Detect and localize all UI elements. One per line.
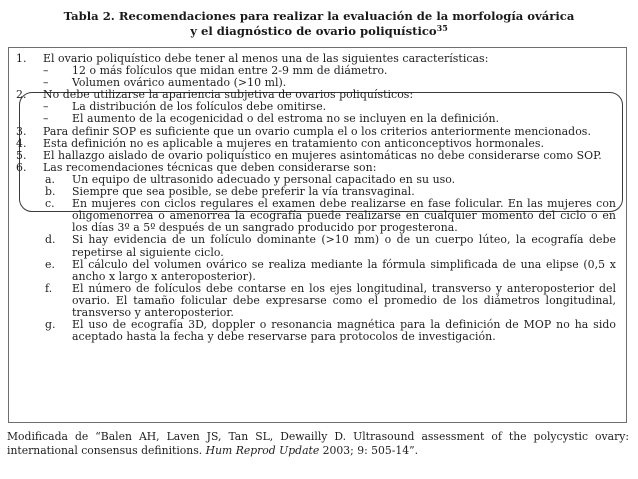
- item-number: 5.: [16, 148, 27, 162]
- item-text: El hallazgo aislado de ovario poliquístico en mujeres asintomáticas no debe considerarse como SOP.: [43, 148, 602, 162]
- lettered-item: [16, 319, 616, 343]
- lettered-item: [16, 283, 616, 319]
- item-number: 6.: [16, 160, 27, 174]
- lettered-item-text: En mujeres con ciclos regulares el examen debe realizarse en fase folicular. En las mujeres con oligomenorrea o amenorrea la ecografía puede realizarse en cualquier momento del ciclo o en los días 3º a 5º después de un sangrado producido por progesterona.: [72, 197, 616, 235]
- item-number: 4.: [16, 136, 27, 150]
- item-text: Para definir SOP es suficiente que un ovario cumpla el o los criterios anteriormente mencionados.: [43, 124, 591, 138]
- bullet-text: Volumen ovárico aumentado (>10 ml).: [72, 76, 287, 90]
- recommendations-list: [16, 53, 616, 343]
- item-letter: e.: [45, 257, 56, 271]
- item-text: Las recomendaciones técnicas que deben considerarse son:: [43, 160, 377, 174]
- lettered-item-text: El número de folículos debe contarse en los ejes longitudinal, transverso y anteroposterior del ovario. El tamaño folicular debe expresarse como el promedio de los diámetros longitudinal, transverso y anteroposterior.: [72, 281, 616, 319]
- item-letter: f.: [45, 281, 53, 295]
- dash-bullet: –: [43, 64, 49, 78]
- dash-bullet: –: [43, 76, 49, 90]
- table-title-line-2-text: y el diagnóstico de ovario poliquístico: [190, 24, 437, 38]
- item-text: El ovario poliquístico debe tener al menos una de las siguientes características:: [43, 52, 489, 65]
- lettered-item-text: El uso de ecografía 3D, doppler o resonancia magnética para la definición de MOP no ha sido aceptado hasta la fecha y debe reservarse para protocolos de investigación.: [72, 318, 616, 344]
- table-title: [0, 9, 638, 39]
- item-number: 3.: [16, 124, 27, 138]
- lettered-item-text: Siempre que sea posible, se debe preferir la vía transvaginal.: [72, 185, 415, 199]
- lettered-item-text: El cálculo del volumen ovárico se realiza mediante la fórmula simplificada de una elipse (0,5 x ancho x largo x anteroposterior).: [72, 257, 616, 283]
- journal-name: Hum Reprod Update: [205, 444, 320, 457]
- lettered-item: [16, 259, 616, 283]
- bullet-text: La distribución de los folículos debe omitirse.: [72, 100, 327, 114]
- bullet-text: El aumento de la ecogenicidad o del estroma no se incluyen en la definición.: [72, 112, 500, 126]
- table-title-line-1: Tabla 2. Recomendaciones para realizar la evaluación de la morfología ovárica: [63, 9, 575, 23]
- dash-bullet: –: [43, 100, 49, 114]
- footnote-text: Modificada de “Balen AH, Laven JS, Tan SL, Dewailly D. Ultrasound assessment of the polycystic ovary: international consensus definitions.: [7, 430, 629, 457]
- dash-bullet: –: [43, 112, 49, 126]
- bullet-text: 12 o más folículos que midan entre 2-9 mm de diámetro.: [72, 64, 388, 78]
- lettered-item-text: Un equipo de ultrasonido adecuado y personal capacitado en su uso.: [72, 172, 456, 186]
- source-footnote: [7, 430, 629, 458]
- item-letter: d.: [45, 233, 56, 247]
- item-number: 1.: [16, 52, 27, 65]
- item-letter: a.: [45, 172, 56, 186]
- lettered-item: [16, 234, 616, 258]
- item-letter: c.: [45, 197, 55, 211]
- item-text: No debe utilizarse la apariencia subjetiva de ovarios poliquísticos:: [43, 88, 414, 102]
- item-number: 2.: [16, 88, 27, 102]
- reference-superscript: 35: [436, 23, 448, 33]
- table-title-line-2: [0, 24, 638, 39]
- lettered-item-text: Si hay evidencia de un folículo dominante (>10 mm) o de un cuerpo lúteo, la ecografía debe repetirse al siguiente ciclo.: [72, 233, 616, 259]
- item-text: Esta definición no es aplicable a mujeres en tratamiento con anticonceptivos hormonales.: [43, 136, 545, 150]
- footnote-citation: 2003; 9: 505-14”.: [319, 444, 419, 457]
- lettered-item: [16, 198, 616, 234]
- item-letter: b.: [45, 185, 56, 199]
- item-letter: g.: [45, 318, 56, 332]
